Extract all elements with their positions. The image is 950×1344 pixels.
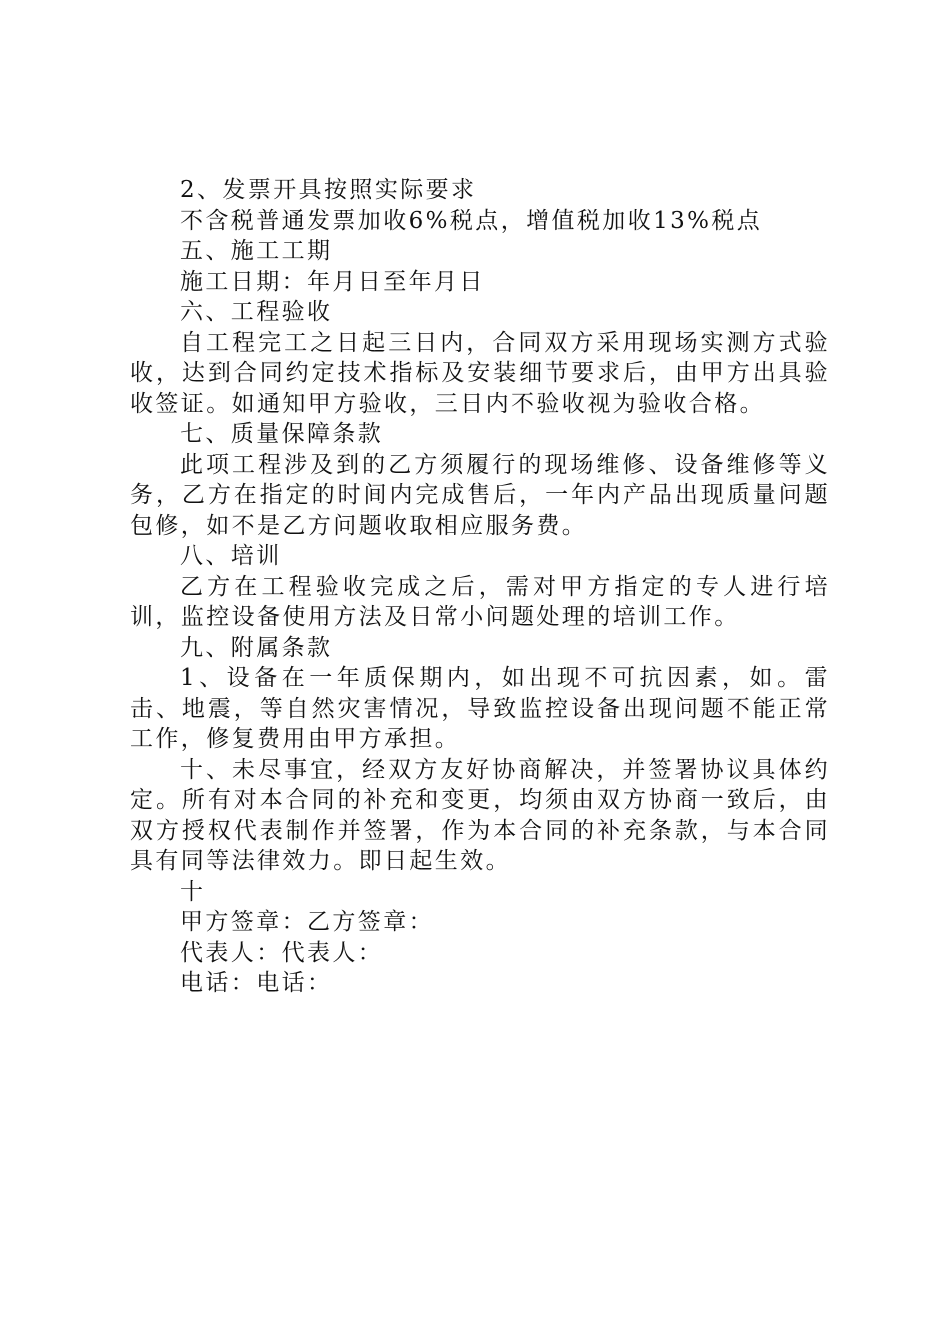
document-body (130, 175, 830, 999)
quality-paragraph: 此项工程涉及到的乙方须履行的现场维修、设备维修等义务，乙方在指定的时间内完成售后，一年内产品出现质量问题包修，如不是乙方问题收取相应服务费。 (130, 451, 830, 539)
section-heading-supplementary: 九、附属条款 (180, 634, 333, 661)
section-heading-training: 八、培训 (180, 543, 282, 569)
representative-line: 代表人：代表人： (180, 939, 384, 966)
section-number-ten: 十 (180, 878, 206, 905)
acceptance-paragraph: 自工程完工之日起三日内，合同双方采用现场实测方式验收，达到合同约定技术指标及安装细节要求后，由甲方出具验收签证。如通知甲方验收，三日内不验收视为验收合格。 (130, 329, 830, 417)
invoice-clause: 2、发票开具按照实际要求 (180, 177, 477, 203)
section-heading-acceptance: 六、工程验收 (180, 299, 333, 325)
section-heading-quality: 七、质量保障条款 (180, 421, 384, 447)
section-heading-construction-period: 五、施工工期 (180, 238, 333, 264)
training-paragraph: 乙方在工程验收完成之后，需对甲方指定的专人进行培训，监控设备使用方法及日常小问题处理的培训工作。 (130, 573, 830, 630)
signature-line: 甲方签章：乙方签章： (180, 909, 434, 935)
phone-line: 电话：电话： (180, 970, 333, 996)
supplementary-paragraph: 1、设备在一年质保期内，如出现不可抗因素，如。雷击、地震，等自然灾害情况，导致监控设备出现问题不能正常工作，修复费用由甲方承担。 (130, 665, 830, 752)
tax-rate-text: 不含税普通发票加收6%税点，增值税加收13%税点 (180, 207, 763, 234)
miscellaneous-paragraph: 十、未尽事宜，经双方友好协商解决，并签署协议具体约定。所有对本合同的补充和变更，均须由双方协商一致后，由双方授权代表制作并签署，作为本合同的补充条款，与本合同具有同等法律效力。即日起生效。 (130, 756, 830, 874)
construction-date-text: 施工日期：年月日至年月日 (180, 268, 485, 295)
